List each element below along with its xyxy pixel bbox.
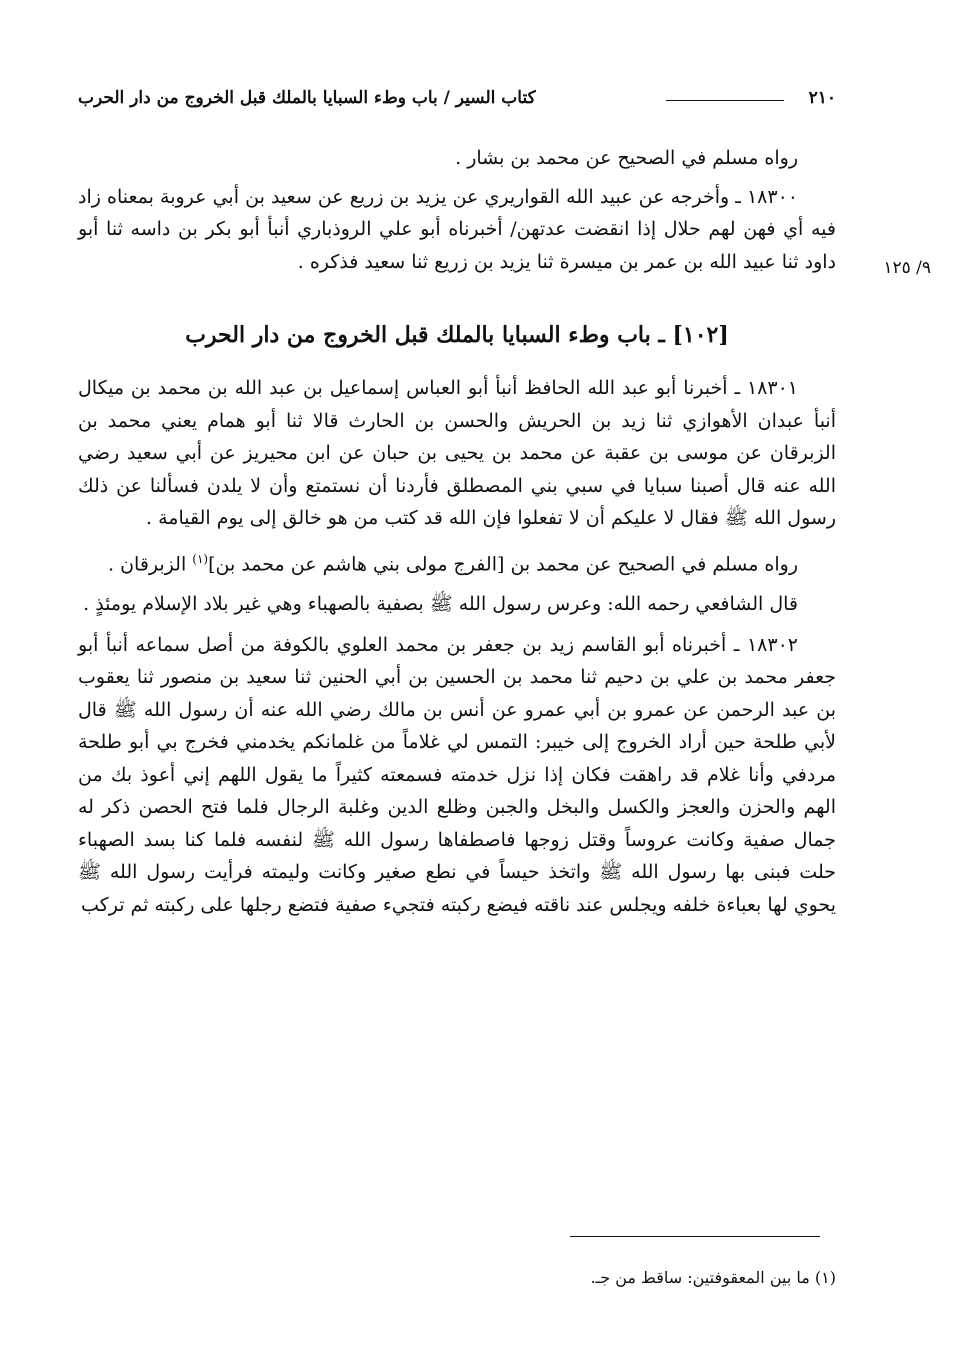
margin-folio-note: ٩/ ١٢٥ [883,258,931,278]
chapter-body [78,372,836,921]
page-number: ٢١٠ [808,88,836,108]
footnote: (١) ما بين المعقوفتين: ساقط من جـ. [590,1268,836,1287]
narration-line: رواه مسلم في الصحيح عن محمد بن بشار . [455,147,798,169]
footnote-separator [570,1236,820,1237]
hadith-18302: ١٨٣٠٢ ـ أخبرناه أبو القاسم زيد بن جعفر بن محمد العلوي بالكوفة من أصل سماعه أنبأ أبو جعفر محمد بن علي بن دحيم ثنا محمد بن الحسين بن أبي الحنين ثنا سعيد بن منصور ثنا يعقوب بن عبد الرحمن عن عمرو بن أبي عمرو عن أنس بن مالك رضي الله عنه أن رسول الله ﷺ قال لأبي طلحة حين أراد الخروج إلى خيبر: التمس لي غلاماً من غلمانكم يخدمني فخرج بي أبو طلحة مردفي وأنا غلام قد راهقت فكان إذا نزل خدمته فسمعته كثيراً ما يقول اللهم إني أعوذ بك من الهم والحزن والعجز والكسل والبخل والجبن وظلع الدين وغلبة الرجال فلما فتح الحصن ذكر له جمال صفية وكانت عروساً وقتل زوجها فاصطفاها رسول الله ﷺ لنفسه فلما كنا بسد الصهباء حلت فبنى بها رسول الله ﷺ واتخذ حيساً في نطع صغير وكانت وليمته فرأيت رسول الله ﷺ يحوي لها بعباءة خلفه ويجلس عند ناقته فيضع ركبته فتجيء صفية فتضع رجلها على ركبته ثم تركب [78,633,836,916]
running-title: كتاب السير / باب وطء السبايا بالملك قبل الخروج من دار الحرب [78,88,536,108]
running-header [78,84,836,114]
chapter-title: [١٠٢] ـ باب وطء السبايا بالملك قبل الخروج من دار الحرب [185,322,729,348]
narration-text-end: الزبرقان . [108,552,193,575]
narration-paragraph [78,543,836,581]
opening-text [78,142,836,278]
hadith-18300: ١٨٣٠٠ ـ وأخرجه عن عبيد الله القواريري عن يزيد بن زريع عن سعيد بن أبي عروبة بمعناه زاد فيه أي فهن لهم حلال إذا انقضت عدتهن/ أخبرناه أبو علي الروذباري أنبأ أبو بكر بن داسه ثنا أبو داود ثنا عبيد الله بن عمر بن ميسرة ثنا يزيد بن زريع ثنا سعيد فذكره . [78,185,836,273]
hadith-18301: ١٨٣٠١ ـ أخبرنا أبو عبد الله الحافظ أنبأ أبو العباس إسماعيل بن عبد الله بن محمد بن ميكال أنبأ عبدان الأهوازي ثنا زيد بن الحريش والحسن بن الحارث قالا ثنا أبو همام يعني محمد بن الزبرقان عن موسى بن عقبة عن محمد بن يحيى بن حبان عن ابن محيريز عن أبي سعيد رضي الله عنه قال أصبنا سبايا في سبي بني المصطلق فأردنا أن نستمتع وأن لا يلدن فسألنا عن ذلك رسول الله ﷺ فقال لا عليكم أن لا تفعلوا فإن الله قد كتب من هو خالق إلى يوم القيامة . [78,377,836,529]
header-rule [666,100,784,101]
footnote-marker: (١) [192,551,209,566]
narration-text: رواه مسلم في الصحيح عن محمد بن [الفرج مولى بني هاشم عن محمد بن] [208,552,798,575]
shafii-quote: قال الشافعي رحمه الله: وعرس رسول الله ﷺ بصفية بالصهباء وهي غير بلاد الإسلام يومئذٍ . [83,593,798,616]
